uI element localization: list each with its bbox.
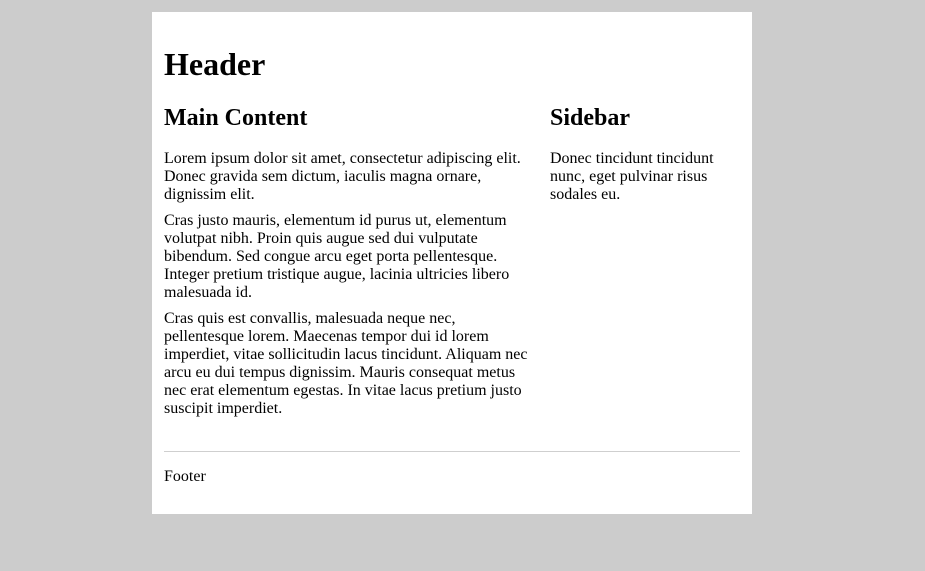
main-content-title: Main Content xyxy=(164,105,308,131)
sidebar-title: Sidebar xyxy=(550,105,631,131)
main-paragraph-1: Lorem ipsum dolor sit amet, consectetur adipiscing elit. Donec gravida sem dictum, iaculis magna ornare, dignissim elit. xyxy=(164,150,521,203)
main-content xyxy=(164,106,536,426)
page-header-title: Header xyxy=(164,46,266,82)
footer-text: Footer xyxy=(164,468,206,485)
footer-divider xyxy=(164,451,740,452)
sidebar xyxy=(550,106,726,212)
page-container xyxy=(152,12,752,514)
sidebar-text: Donec tincidunt tincidunt nunc, eget pulvinar risus sodales eu. xyxy=(550,150,714,203)
main-paragraph-2: Cras justo mauris, elementum id purus ut, elementum volutpat nibh. Proin quis augue sed dui vulputate bibendum. Sed congue arcu eget porta pellentesque. Integer pretium tristique augue, lacinia ultricies libero malesuada id. xyxy=(164,212,510,301)
main-paragraph-3: Cras quis est convallis, malesuada neque nec, pellentesque lorem. Maecenas tempor dui id lorem imperdiet, vitae sollicitudin lacus tincidunt. Aliquam nec arcu eu dui tempus dignissim. Mauris consequat metus nec erat elementum egestas. In vitae lacus pretium justo suscipit imperdiet. xyxy=(164,310,528,417)
